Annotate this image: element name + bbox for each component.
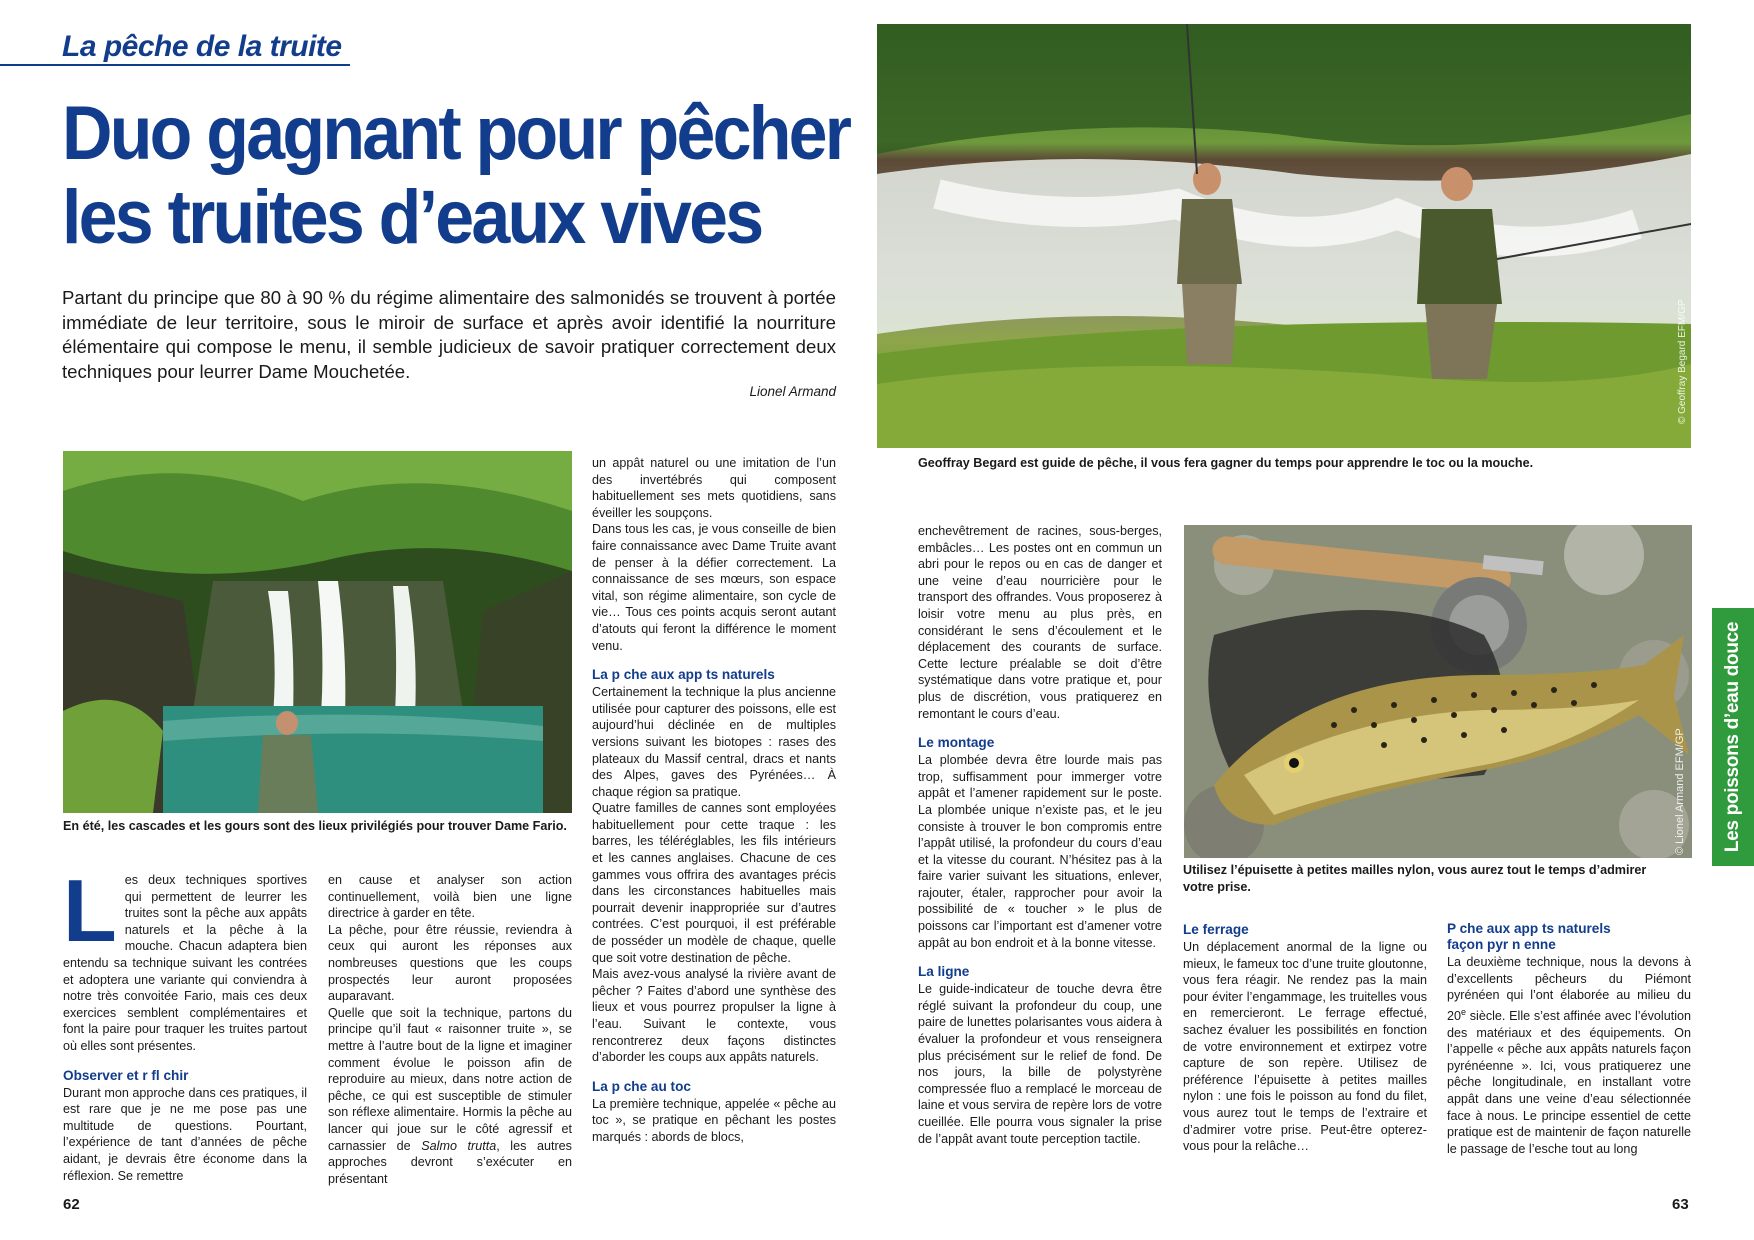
heading-appats-naturels: La p che aux app ts naturels bbox=[592, 667, 775, 683]
heading-ligne: La ligne bbox=[918, 964, 970, 980]
col1-intro: es deux techniques sportives qui permettent de leurrer les truites sont la pêche aux appâts naturels et la pêche à la mouche. Chacun adaptera bien entendu sa technique suivant les contrées et adoptera une variante qui conviendra à notre très convoitée Fario, mais ces deux exercices semblent complémentaires et font la paire pour traquer les truites partout où elles sont présentes. bbox=[63, 873, 307, 1053]
col2-p3-start: Quelle que soit la technique, partons du principe qu’il faut « raisonner truite », se mettre à l’autre bout de la ligne et imaginer comment évolue le poisson afin de reproduire au mieux, dans notre action de pêche, ce qui est susceptible de stimuler son réflexe alimentaire. Hormis la pêche au lancer qui joue sur le côté agressif et carnassier de bbox=[328, 1005, 572, 1153]
text-column-3 bbox=[592, 455, 836, 1146]
text-column-2 bbox=[328, 872, 572, 1187]
col2-p2: La pêche, pour être réussie, reviendra à ceux qui auront les réponses aux nombreuses questions que les coups prospectés leur auront proposées auparavant. bbox=[328, 922, 572, 1004]
text-column-4 bbox=[918, 523, 1162, 1147]
col6-p1-start: La deuxième technique, nous la devons à d’excellents pêcheurs du Piémont pyrénéen qui l’ont élaborée au milieu du 20 bbox=[1447, 955, 1691, 1023]
side-tab-label: Les poissons d’eau douce bbox=[1722, 621, 1743, 853]
heading-pyreneenne-line-2: façon pyr n enne bbox=[1447, 937, 1556, 952]
dropcap-letter: L bbox=[63, 861, 117, 960]
col3-p4: Quatre familles de cannes sont employées habituellement pour cette traque : les barres, les téléréglables, les fils intérieurs et les cannes anglaises. Chacune de ces gammes vous offrira des avantages précis dans les circonstances habituelles mais pourrait devenir inappropriée sur d’autres contrées. C’est pourquoi, il est préférable de posséder un modèle de chaque, quelle que soit votre destination de pêche. bbox=[592, 801, 836, 965]
section-rubric: La pêche de la truite bbox=[62, 30, 342, 63]
photo-anglers-rapids-image bbox=[877, 24, 1691, 448]
col3-p3: Certainement la technique la plus ancienne utilisée pour capturer des poissons, elle est aujourd’hui déclinée en de multiples versions suivant les biotopes : rases des plateaux du Massif central, dracs et nants des Alpes, gaves des Pyrénées… À chaque région sa pratique. bbox=[592, 685, 836, 799]
title-line-2: les truites d’eaux vives bbox=[62, 175, 762, 260]
col3-p6: La première technique, appelée « pêche au toc », se pratique en pêchant les postes marqués : abords de blocs, bbox=[592, 1096, 836, 1144]
page-number-right: 63 bbox=[1672, 1196, 1689, 1213]
col3-p5: Mais avez-vous analysé la rivière avant de pêcher ? Faites d’abord une synthèse des lieux et vous pourrez propulser la ligne à l’eau. Suivant le contexte, vous rencontrerez deux façons distinctes d’aborder les coups aux appâts naturels. bbox=[592, 967, 836, 1065]
text-column-6 bbox=[1447, 921, 1691, 1157]
photo-trout-image bbox=[1184, 525, 1692, 858]
article-author: Lionel Armand bbox=[749, 384, 836, 399]
heading-observer: Observer et r fl chir bbox=[63, 1067, 189, 1083]
text-column-5 bbox=[1183, 921, 1427, 1155]
photo-anglers-rapids bbox=[877, 24, 1691, 448]
heading-ferrage: Le ferrage bbox=[1183, 922, 1249, 937]
col3-p2: Dans tous les cas, je vous conseille de bien faire connaissance avec Dame Truite avant de penser à la défier correctement. La connaissance de ses mœurs, son espace vital, son régime alimentaire, son cycle de vie… Tous ces points acquis seront autant d’atouts qui feront la différence le moment venu. bbox=[592, 522, 836, 653]
col2-p1: en cause et analyser son action continuellement, voilà bien une ligne directrice à garder en tête. bbox=[328, 873, 572, 921]
col4-p3: Le guide-indicateur de touche devra être réglé suivant la profondeur du coup, une paire de lunettes polarisantes vous aidera à évaluer la profondeur et vous renseignera plus précisément sur le relief de fond. De nos jours, la bille de polystyrène compressée fluo a remplacé le morceau de laine et vous servira de repère lors de votre cueillée. Elle pourra vous signaler la prise de l’appât avant toute perception tactile. bbox=[918, 982, 1162, 1146]
rubric-underline bbox=[0, 64, 350, 66]
col6-p1-end: siècle. Elle s’est affinée avec l’évolution des matériaux et des équipements. On l’appelle « pêche aux appâts naturels façon pyrénéenne ». Ici, vous pratiquerez une pêche longitudinale, en installant votre appât dans une veine d’eau sélectionnée face à nous. Le principe essentiel de cette pratique est de maintenir de façon naturelle le passage de l’esche tout au long bbox=[1447, 1008, 1691, 1156]
century-superscript: e bbox=[1461, 1006, 1467, 1017]
section-side-tab bbox=[1712, 608, 1754, 866]
article-title bbox=[62, 91, 850, 260]
photo-credit-main: © Geoffray Begard EFM/GP bbox=[1677, 299, 1688, 424]
photo-waterfall bbox=[63, 451, 572, 813]
col2-p3-end: , les autres approches devront s’exécuter en présentant bbox=[328, 1138, 572, 1186]
caption-waterfall: En été, les cascades et les gours sont des lieux privilégiés pour trouver Dame Fario. bbox=[63, 819, 567, 833]
col1-observer: Durant mon approche dans ces pratiques, il est rare que je ne me pose pas une multitude de questions. Pourtant, l’expérience de tant d’années de pêche aidant, je devrais être économe dans la réflexion. Se remettre bbox=[63, 1085, 307, 1183]
heading-pyreneenne-line-1: P che aux app ts naturels bbox=[1447, 921, 1611, 936]
col3-p1: un appât naturel ou une imitation de l’un des invertébrés qui composent habituellement ses mets quotidiens, sans éveiller les soupçons. bbox=[592, 456, 836, 520]
col2-p3 bbox=[328, 1005, 572, 1188]
article-lead: Partant du principe que 80 à 90 % du régime alimentaire des salmonidés se trouvent à portée immédiate de leur territoire, sous le miroir de surface et après avoir identifié la nourriture élémentaire qui compose le menu, il semble judicieux de savoir pratiquer correctement deux techniques pour leurrer Dame Mouchetée. bbox=[62, 287, 836, 382]
text-column-1 bbox=[63, 861, 307, 1184]
col4-p1: enchevêtrement de racines, sous-berges, embâcles… Les postes ont en commun un abri pour le repos ou en cas de danger et une veine d’eau nourricière pour le transport des offrandes. Vous proposerez à loisir votre menu au plus près, en considérant le sens d’écoulement et le déplacement des courants de surface. Cette lecture préalable se doit d’être systématique dans votre pratique et, pour plus de discrétion, vous pratiquerez en remontant le cours d’eau. bbox=[918, 524, 1162, 721]
photo-trout bbox=[1184, 525, 1692, 858]
col6-p1 bbox=[1447, 954, 1691, 1157]
species-name: Salmo trutta bbox=[421, 1138, 497, 1153]
col4-p2: La plombée devra être lourde mais pas trop, suffisamment pour immerger votre appât et l’amener rapidement sur le poste. La plombée unique n’existe pas, et le jeu consiste à trouver le bon compromis entre l’appât utilisé, la profondeur du cours d’eau et la vitesse du courant. N’hésitez pas à la faire varier suivant les situations, enlever, rajouter, étaler, rapprocher pour avoir la possibilité de « toucher » le plus de poissons car l’important est d’amener votre appât au bon endroit et à la bonne vitesse. bbox=[918, 753, 1162, 950]
caption-trout: Utilisez l’épuisette à petites mailles nylon, vous aurez tout le temps d’admirer votre prise. bbox=[1183, 863, 1647, 894]
caption-main-photo: Geoffray Begard est guide de pêche, il vous fera gagner du temps pour apprendre le toc ou la mouche. bbox=[918, 456, 1534, 470]
heading-pyreneenne bbox=[1447, 921, 1691, 953]
heading-peche-toc: La p che au toc bbox=[592, 1078, 691, 1094]
col5-p1: Un déplacement anormal de la ligne ou mieux, le fameux toc d’une truite gloutonne, vous fera réagir. Ne rendez pas la main pour éviter l’engammage, les truitelles vous en remercieront. Le ferrage effectué, sachez évaluer les possibilités en fonction de votre environnement et extirpez votre capture de son repère. Utilisez de préférence l’épuisette à petites mailles nylon : une fois le poisson au fond du filet, vous aurez tout le temps de l’extraire et d’admirer votre prise. Peut-être opterez-vous pour la relâche… bbox=[1183, 940, 1427, 1154]
title-line-1: Duo gagnant pour pêcher bbox=[62, 91, 850, 176]
page-number-left: 62 bbox=[63, 1196, 80, 1213]
heading-montage: Le montage bbox=[918, 735, 995, 751]
photo-credit-trout: © Lionel Armand EFM/GP bbox=[1674, 728, 1686, 855]
photo-waterfall-image bbox=[63, 451, 572, 813]
